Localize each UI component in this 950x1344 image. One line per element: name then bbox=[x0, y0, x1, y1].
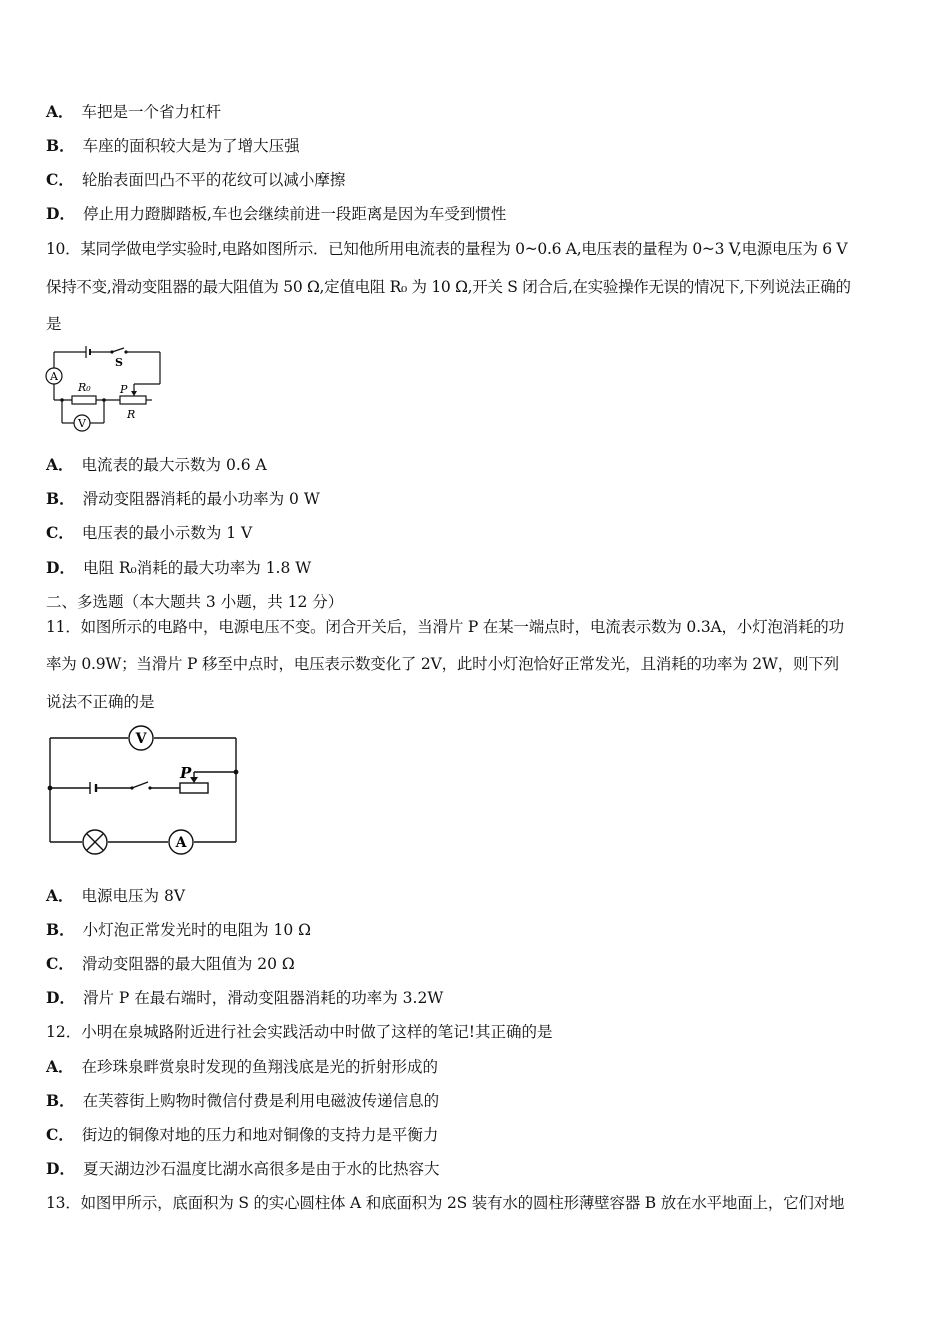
q10-stem-line1: 10．某同学做电学实验时,电路如图所示．已知他所用电流表的量程为 0~0.6 A,电压表的量程为 0~3 V,电源电压为 6 V bbox=[46, 240, 848, 258]
q11-stem-line3: 说法不正确的是 bbox=[46, 693, 155, 711]
q11-voltmeter-label: V bbox=[135, 731, 147, 747]
q11-stem-line2: 率为 0.9W；当滑片 P 移至中点时，电压表示数变化了 2V，此时小灯泡恰好正常发光，且消耗的功率为 2W，则下列 bbox=[46, 655, 839, 673]
q10-rheostat bbox=[120, 396, 146, 404]
q10-option-b: B． 滑动变阻器消耗的最小功率为 0 W bbox=[46, 489, 320, 508]
q11-ammeter-label: A bbox=[175, 835, 187, 851]
q9-option-c: C． 轮胎表面凹凸不平的花纹可以减小摩擦 bbox=[46, 170, 346, 189]
q12-option-b: B． 在芙蓉街上购物时微信付费是利用电磁波传递信息的 bbox=[46, 1091, 440, 1110]
q10-option-d: D． 电阻 R₀消耗的最大功率为 1.8 W bbox=[46, 558, 312, 577]
q10-slider-label: P bbox=[120, 383, 128, 396]
q11-option-c: C． 滑动变阻器的最大阻值为 20 Ω bbox=[46, 954, 295, 973]
q10-switch-blade bbox=[112, 348, 124, 352]
q10-stem-line3: 是 bbox=[46, 315, 62, 333]
q11-option-b: B． 小灯泡正常发光时的电阻为 10 Ω bbox=[46, 920, 312, 939]
q10-resistor-r0 bbox=[72, 396, 96, 404]
q9-option-a: A． 车把是一个省力杠杆 bbox=[46, 102, 222, 121]
q10-option-a: A． 电流表的最大示数为 0.6 A bbox=[46, 455, 267, 474]
q10-voltmeter-label: V bbox=[78, 417, 86, 430]
q12-option-c: C． 街边的铜像对地的压力和地对铜像的支持力是平衡力 bbox=[46, 1125, 439, 1144]
q10-circuit-diagram bbox=[42, 340, 172, 440]
q9-option-d: D． 停止用力蹬脚踏板,车也会继续前进一段距离是因为车受到惯性 bbox=[46, 204, 507, 223]
q10-rheostat-label: R bbox=[127, 408, 136, 421]
q10-switch-label: S bbox=[115, 356, 123, 369]
q10-r0-label: R₀ bbox=[78, 381, 91, 394]
q11-stem-line1: 11．如图所示的电路中，电源电压不变。闭合开关后，当滑片 P 在某一端点时，电流表示数为 0.3A，小灯泡消耗的功 bbox=[46, 618, 844, 636]
q11-lamp bbox=[83, 830, 107, 854]
q9-option-b: B． 车座的面积较大是为了增大压强 bbox=[46, 136, 300, 155]
q11-option-a: A． 电源电压为 8V bbox=[46, 886, 186, 905]
q11-circuit-diagram bbox=[44, 724, 244, 860]
section-heading-multiple-choice: 二、多选题（本大题共 3 小题，共 12 分） bbox=[46, 593, 344, 611]
q13-stem-line1: 13．如图甲所示，底面积为 S 的实心圆柱体 A 和底面积为 2S 装有水的圆柱形薄壁容器 B 放在水平地面上，它们对地 bbox=[46, 1194, 845, 1212]
q12-option-d: D． 夏天湖边沙石温度比湖水高很多是由于水的比热容大 bbox=[46, 1159, 440, 1178]
q10-ammeter-label: A bbox=[50, 370, 58, 383]
q11-rheostat bbox=[180, 783, 208, 793]
q11-option-d: D． 滑片 P 在最右端时，滑动变阻器消耗的功率为 3.2W bbox=[46, 988, 444, 1007]
q11-slider-label: P bbox=[180, 764, 192, 782]
q11-switch-blade bbox=[132, 782, 148, 788]
q10-option-c: C． 电压表的最小示数为 1 V bbox=[46, 523, 253, 542]
q12-option-a: A． 在珍珠泉畔赏泉时发现的鱼翔浅底是光的折射形成的 bbox=[46, 1057, 439, 1076]
q12-stem: 12．小明在泉城路附近进行社会实践活动中时做了这样的笔记!其正确的是 bbox=[46, 1023, 553, 1041]
q10-stem-line2: 保持不变,滑动变阻器的最大阻值为 50 Ω,定值电阻 R₀ 为 10 Ω,开关 S 闭合后,在实验操作无误的情况下,下列说法正确的 bbox=[46, 278, 851, 296]
